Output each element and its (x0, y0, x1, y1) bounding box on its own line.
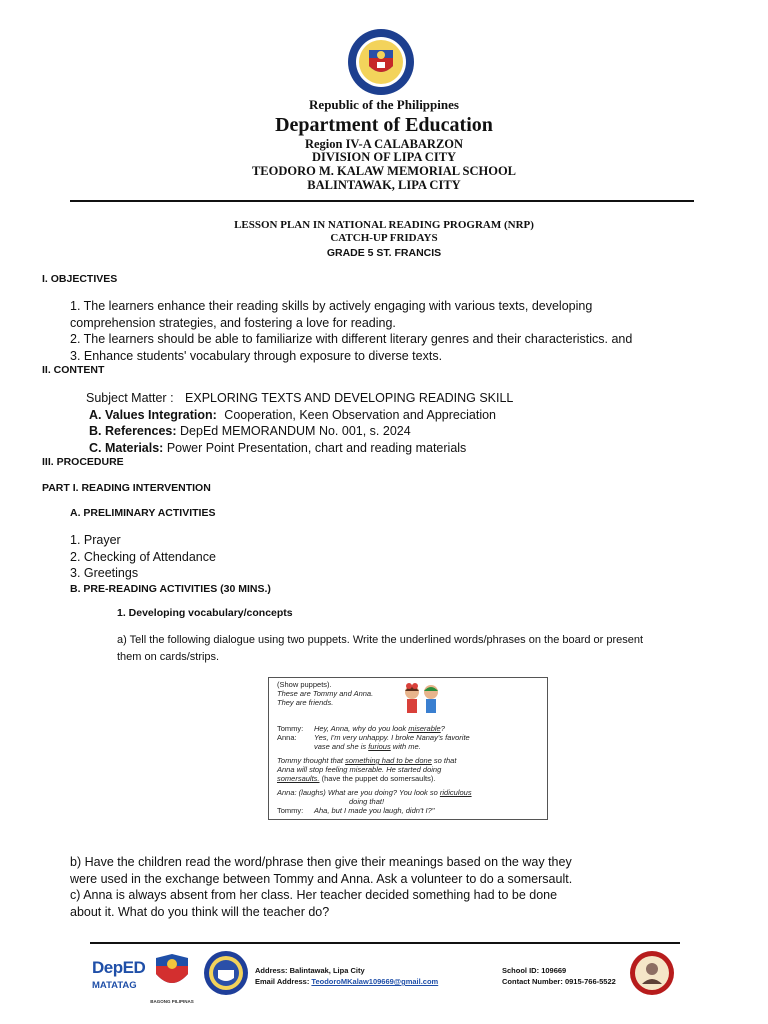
speaker-anna: Anna: (277, 733, 297, 742)
activity-b-line1: b) Have the children read the word/phrase then give their meanings based on the way they (70, 855, 572, 869)
bagong-pilipinas-logo (148, 952, 196, 1004)
objectives-heading: I. OBJECTIVES (42, 273, 118, 285)
address-label: Address: (255, 966, 288, 975)
objective-line: 3. Enhance students' vocabulary through exposure to diverse texts. (70, 348, 443, 363)
contact-label: Contact Number: (502, 977, 563, 986)
title-line1: LESSON PLAN IN NATIONAL READING PROGRAM (NRP) (234, 219, 534, 231)
refs-value: DepEd MEMORANDUM No. 001, s. 2024 (180, 424, 411, 438)
title-line3: GRADE 5 ST. FRANCIS (326, 247, 442, 259)
dialogue-box (268, 677, 548, 820)
anna1-l2-post: with me. (390, 742, 421, 751)
subject-matter (86, 390, 706, 407)
objective-line: comprehension strategies, and fostering a love for reading. (70, 315, 396, 330)
school-id-value: 109669 (541, 966, 567, 975)
objectives-list (70, 298, 710, 364)
content-block (86, 390, 706, 456)
footer-email (255, 977, 438, 986)
footer-divider (90, 942, 680, 944)
email-label: Email Address: (255, 977, 310, 986)
dialogue-show: (Show puppets). (277, 680, 332, 689)
vocab-miserable: miserable (408, 724, 441, 733)
vocab-something-done: something had to be done (345, 756, 432, 765)
footer-school-id (502, 966, 566, 975)
prelim-item: 2. Checking of Attendance (70, 549, 216, 564)
division-line: DIVISION OF LIPA CITY (311, 150, 457, 164)
vocab-heading: 1. Developing vocabulary/concepts (117, 607, 293, 619)
location-line: BALINTAWAK, LIPA CITY (307, 178, 461, 192)
vocab-furious: furious (368, 742, 391, 751)
values-label: A. Values Integration: (89, 407, 217, 422)
dialogue-narr2: Anna will stop feeling miserable. He started doing (277, 765, 442, 774)
deped-matatag-logo (92, 958, 145, 991)
dialogue-intro1: These are Tommy and Anna. (277, 689, 374, 698)
prereading-heading: B. PRE-READING ACTIVITIES (30 MINS.) (70, 583, 271, 595)
speaker-tommy-2: Tommy: (277, 806, 304, 815)
department-title: Department of Education (275, 114, 493, 136)
header-divider (70, 200, 694, 202)
activity-c-line2: about it. What do you think will the teacher do? (70, 904, 330, 919)
contact-value: 0915-766-5522 (564, 977, 616, 986)
objective-line: 2. The learners should be able to familiarize with different literary genres and their characteristics. and (70, 332, 633, 346)
values-value: Cooperation, Keen Observation and Appreciation (224, 407, 497, 422)
title-line2: CATCH-UP FRIDAYS (330, 232, 438, 244)
procedure-heading: III. PROCEDURE (42, 456, 124, 468)
matatag-text: MATATAG (92, 980, 137, 991)
narr3-post: (have the puppet do somersaults). (319, 774, 436, 783)
dialogue-narr3 (277, 774, 435, 784)
republic-line: Republic of the Philippines (309, 97, 459, 112)
prelim-item: 1. Prayer (70, 533, 121, 547)
anna2-pre: Anna: (laughs) What are you doing? You look so (277, 788, 440, 797)
footer-address (255, 966, 365, 975)
subject-value: EXPLORING TEXTS AND DEVELOPING READING SKILL (185, 391, 514, 405)
activity-a (117, 632, 717, 666)
prelim-heading: A. PRELIMINARY ACTIVITIES (70, 507, 216, 519)
speaker-tommy: Tommy: (277, 724, 304, 733)
prelim-item: 3. Greetings (70, 566, 139, 580)
school-seal (629, 950, 675, 996)
tommy1-text: Hey, Anna, why do you look (314, 724, 409, 733)
narr1-post: so that (431, 756, 457, 765)
deped-seal (347, 28, 415, 96)
materials (89, 440, 706, 457)
objective-line: 1. The learners enhance their reading skills by actively engaging with various texts, developing (70, 299, 593, 313)
footer-contact (502, 977, 616, 986)
materials-label: C. Materials: (89, 440, 164, 455)
school-line: TEODORO M. KALAW MEMORIAL SCHOOL (251, 164, 517, 178)
bagong-text: BAGONG PILIPINAS (150, 999, 194, 1004)
subject-label: Subject Matter : (86, 391, 174, 405)
dialogue-tommy2 (277, 806, 434, 816)
prelim-list (70, 532, 216, 582)
division-seal (203, 950, 249, 996)
tommy1-post: ? (440, 724, 445, 733)
puppets-image (401, 682, 443, 714)
values-integration (89, 407, 706, 424)
tommy2-text: Aha, but I made you laugh, didn't I?" (314, 806, 435, 815)
refs-label: B. References: (89, 424, 177, 438)
dialogue-anna1-l2 (314, 742, 421, 752)
anna1-line1: Yes, I'm very unhappy. I broke Nanay's favorite (314, 733, 470, 742)
activity-a-line1: a) Tell the following dialogue using two puppets. Write the underlined words/phrases on the board or present (117, 634, 644, 646)
deped-logo-text: DepED (92, 958, 146, 977)
address-value: Balintawak, Lipa City (289, 966, 365, 975)
dialogue-anna2-l2: doing that! (349, 797, 385, 806)
school-id-label: School ID: (502, 966, 540, 975)
content-heading: II. CONTENT (42, 364, 105, 376)
activity-b-line2: were used in the exchange between Tommy and Anna. Ask a volunteer to do a somersault. (70, 871, 573, 886)
activity-c-line1: c) Anna is always absent from her class. Her teacher decided something had to be done (70, 888, 558, 902)
region-line: Region IV-A CALABARZON (304, 137, 464, 151)
references (89, 423, 706, 440)
email-link[interactable]: TeodoroMKalaw109669@gmail.com (311, 977, 439, 986)
anna1-l2-pre: vase and she is (314, 742, 369, 751)
narr1-pre: Tommy thought that (277, 756, 346, 765)
materials-value: Power Point Presentation, chart and reading materials (166, 440, 467, 455)
activity-b-c (70, 854, 710, 920)
vocab-ridiculous: ridiculous (439, 788, 472, 797)
part1-heading: PART I. READING INTERVENTION (42, 482, 211, 494)
activity-a-line2: them on cards/strips. (117, 651, 220, 663)
dialogue-intro2: They are friends. (277, 698, 334, 707)
vocab-somersaults: somersaults. (277, 774, 320, 783)
